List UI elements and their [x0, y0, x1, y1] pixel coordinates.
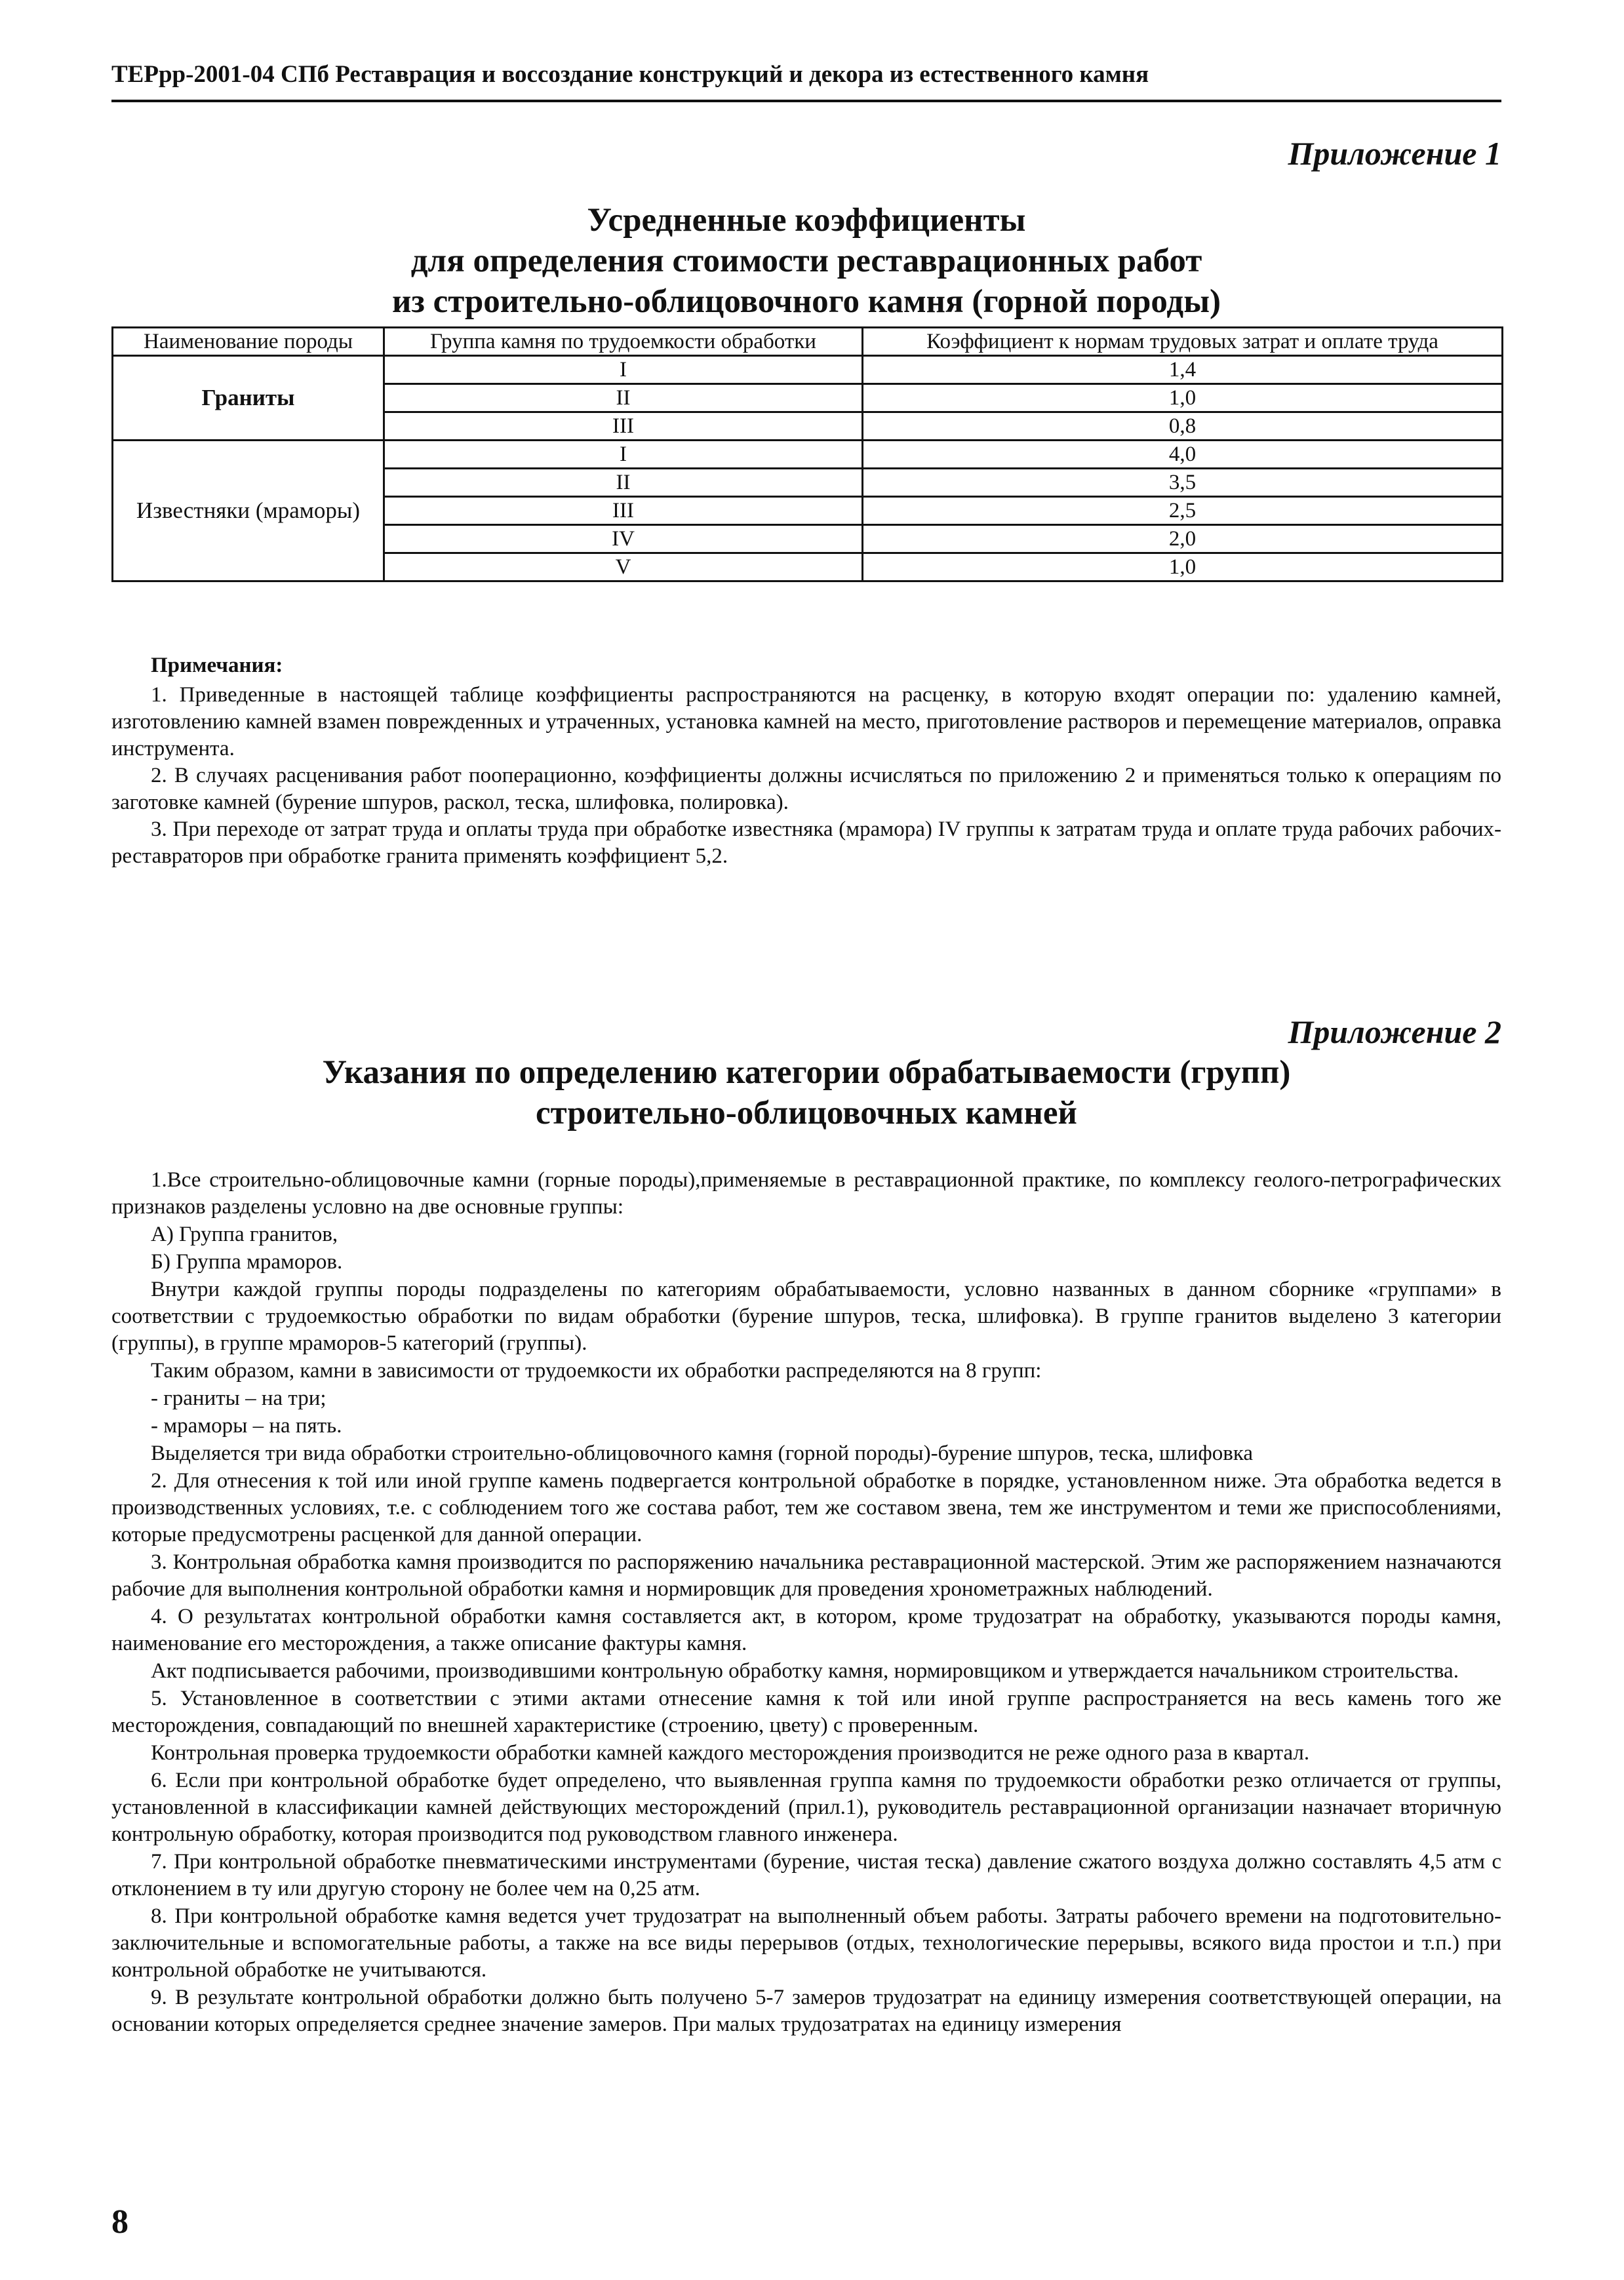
- table-row: [113, 441, 1503, 469]
- group-cell: III: [384, 497, 863, 525]
- paragraph: 2. Для отнесения к той или иной группе камень подвергается контрольной обработке в порядке, установленном ниже. Эта обработка ведется в производственных условиях, т.е. с соблюдением того же состава работ, тем же составом звена, тем же инструментом и теми же приспособлениями, которые предусмотрены расценкой для данной операции.: [111, 1469, 1501, 1546]
- note-item: 1. Приведенные в настоящей таблице коэффициенты распространяются на расценку, в которую входят операции по: удалению камней, изготовлению камней взамен поврежденных и утраченных, установка камней на место, приготовление растворов и перемещение материалов, оправка инструмента.: [111, 683, 1501, 760]
- group-cell: IV: [384, 525, 863, 553]
- paragraph: А) Группа гранитов,: [151, 1223, 338, 1246]
- paragraph: - мраморы – на пять.: [151, 1414, 342, 1438]
- paragraph: 3. Контрольная обработка камня производится по распоряжению начальника реставрационной мастерской. Этим же распоряжением назначаются рабочие для выполнения контрольной обработки камня и нормировщик для проведения хронометражных наблюдений.: [111, 1550, 1501, 1601]
- rock-name-cell: Известняки (мраморы): [113, 441, 384, 581]
- coefficients-table: [111, 326, 1503, 582]
- note-item: 2. В случаях расценивания работ пооперационно, коэффициенты должны исчисляться по приложению 2 и применяться только к операциям по заготовке камней (бурение шпуров, раскол, теска, шлифовка, полировка).: [111, 764, 1501, 814]
- coefficient-cell: 1,0: [863, 384, 1503, 412]
- appendix-1-title-line: из строительно-облицовочного камня (горной породы): [391, 283, 1221, 320]
- coefficient-cell: 0,8: [863, 412, 1503, 441]
- paragraph: 6. Если при контрольной обработке будет определено, что выявленная группа камня по трудоемкости обработки резко отличается от группы, установленной в классификации камней действующих месторождений (прил.1), руководитель реставрационной организации назначает вторичную контрольную обработку, которая производится под руководством главного инженера.: [111, 1769, 1501, 1846]
- group-cell: II: [384, 384, 863, 412]
- paragraph: Внутри каждой группы породы подразделены по категориям обрабатываемости, условно названных в данном сборнике «группами» в соответствии с трудоемкостью обработки по видам обработки (бурение шпуров, теска, шлифовка). В группе гранитов выделено 3 категории (группы), в группе мраморов-5 категорий (группы).: [111, 1278, 1501, 1355]
- group-cell: II: [384, 469, 863, 497]
- group-cell: III: [384, 412, 863, 441]
- running-header: ТЕРрр-2001-04 СПб Реставрация и воссоздание конструкций и декора из естественного камня: [111, 61, 1149, 88]
- coefficient-cell: 1,0: [863, 553, 1503, 581]
- paragraph: 4. О результатах контрольной обработки камня составляется акт, в котором, кроме трудозатрат на обработку, указываются породы камня, наименование его месторождения, а также описание фактуры камня.: [111, 1605, 1501, 1655]
- coefficient-cell: 1,4: [863, 356, 1503, 384]
- column-header-group: Группа камня по трудоемкости обработки: [384, 328, 863, 356]
- paragraph: Таким образом, камни в зависимости от трудоемкости их обработки распределяются на 8 групп:: [151, 1359, 1042, 1383]
- appendix-1-label: Приложение 1: [1288, 135, 1501, 172]
- notes-title: Примечания:: [151, 654, 283, 677]
- paragraph: 9. В результате контрольной обработки должно быть получено 5-7 замеров трудозатрат на единицу измерения соответствующей операции, на основании которых определяется среднее значение замеров. При малых трудозатратах на единицу измерения: [111, 1986, 1501, 2036]
- paragraph: Акт подписывается рабочими, производившими контрольную обработку камня, нормировщиком и утверждается начальником строительства.: [151, 1659, 1459, 1683]
- paragraph: 7. При контрольной обработке пневматическими инструментами (бурение, чистая теска) давление сжатого воздуха должно составлять 4,5 атм с отклонением в ту или другую сторону не более чем на 0,25 атм.: [111, 1850, 1501, 1900]
- paragraph: 5. Установленное в соответствии с этими актами отнесение камня к той или иной группе распространяется на весь камень того же месторождения, совпадающий по внешней характеристике (строению, цвету) с проверенным.: [111, 1687, 1501, 1737]
- table-row: [113, 356, 1503, 384]
- coefficient-cell: 3,5: [863, 469, 1503, 497]
- appendix-2-title-line: строительно-облицовочных камней: [536, 1095, 1077, 1131]
- notes-section: [111, 652, 1501, 870]
- coefficient-cell: 2,0: [863, 525, 1503, 553]
- note-item: 3. При переходе от затрат труда и оплаты труда при обработке известняка (мрамора) IV группы к затратам труда и оплате труда рабочих рабочих-реставраторов при обработке гранита применять коэффициент 5,2.: [111, 817, 1501, 868]
- appendix-1-title-line: для определения стоимости реставрационных работ: [410, 243, 1202, 279]
- appendix-2-label: Приложение 2: [1288, 1013, 1501, 1050]
- page-number: 8: [111, 2203, 129, 2241]
- appendix-1-title: [111, 200, 1501, 322]
- paragraph: 1.Все строительно-облицовочные камни (горные породы),применяемые в реставрационной практике, по комплексу геолого-петрографических признаков разделены условно на две основные группы:: [111, 1168, 1501, 1219]
- rock-name-cell: Граниты: [113, 356, 384, 441]
- paragraph: 8. При контрольной обработке камня ведется учет трудозатрат на выполненный объем работы. Затраты рабочего времени на подготовительно-заключительные и вспомогательные работы, а также на все виды перерывов (отдых, технологические перерывы, всякого вида простои и т.п.) при контрольной обработке не учитываются.: [111, 1904, 1501, 1982]
- paragraph: Б) Группа мраморов.: [151, 1250, 343, 1274]
- group-cell: I: [384, 356, 863, 384]
- appendix-2-title-line: Указания по определению категории обрабатываемости (групп): [322, 1054, 1291, 1091]
- appendix-2-title: [111, 1052, 1501, 1133]
- table-header-row: [113, 328, 1503, 356]
- group-cell: I: [384, 441, 863, 469]
- paragraph: - граниты – на три;: [151, 1386, 327, 1410]
- paragraph: Контрольная проверка трудоемкости обработки камней каждого месторождения производится не реже одного раза в квартал.: [151, 1741, 1310, 1765]
- paragraph: Выделяется три вида обработки строительно-облицовочного камня (горной породы)-бурение шпуров, теска, шлифовка: [151, 1442, 1254, 1465]
- header-rule: [111, 100, 1501, 102]
- group-cell: V: [384, 553, 863, 581]
- appendix-2-body: [111, 1167, 1501, 2039]
- coefficient-cell: 4,0: [863, 441, 1503, 469]
- column-header-coefficient: Коэффициент к нормам трудовых затрат и оплате труда: [863, 328, 1503, 356]
- appendix-1-title-line: Усредненные коэффициенты: [587, 202, 1026, 239]
- coefficient-cell: 2,5: [863, 497, 1503, 525]
- column-header-rock: Наименование породы: [113, 328, 384, 356]
